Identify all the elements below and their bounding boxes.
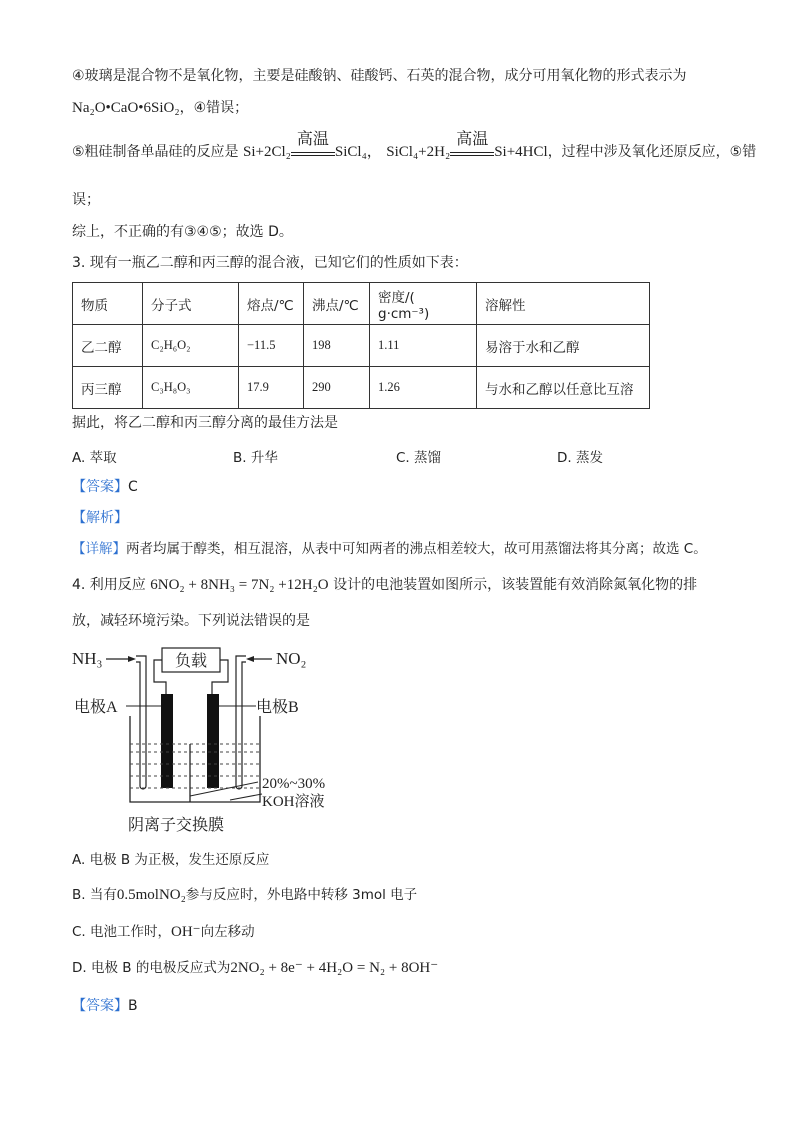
rxn1-left: Si+2Cl₂: [243, 144, 291, 160]
rxn1-condition: 高温: [296, 129, 329, 148]
item5-line2: 误；: [72, 192, 100, 208]
q4-option-a[interactable]: A. 电极 B 为正极，发生还原反应: [72, 852, 270, 868]
electrode-b: [207, 694, 219, 788]
q4-option-c[interactable]: [72, 922, 255, 942]
detail-tag: 【详解】: [72, 541, 126, 557]
option-a[interactable]: A. 萃取: [72, 450, 117, 466]
item5-tail: ，过程中涉及氧化还原反应，⑤错: [547, 144, 757, 160]
q3-question: 据此，将乙二醇和丙三醇分离的最佳方法是: [72, 415, 338, 431]
properties-table: [72, 282, 650, 409]
option-b[interactable]: B. 升华: [233, 450, 278, 466]
q4-option-d[interactable]: [72, 958, 438, 978]
rxn1-arrow: [291, 129, 335, 162]
no2-arrowhead: [246, 656, 254, 662]
load-label: 负载: [174, 653, 208, 670]
analysis-tag: 【解析】: [72, 510, 128, 526]
q2-conclusion: 综上，不正确的有③④⑤；故选 D。: [72, 224, 293, 240]
nh3-label: NH₃: [72, 649, 103, 668]
table-cell: 17.9: [239, 367, 304, 409]
option-d[interactable]: D. 蒸发: [557, 450, 603, 466]
option-c[interactable]: C. 蒸馏: [396, 450, 442, 466]
table-header: 分子式: [143, 283, 239, 325]
table-cell: 198: [304, 325, 370, 367]
membrane-label: 阴离子交换膜: [128, 817, 225, 834]
table-header: 物质: [73, 283, 143, 325]
electrode-a-label: 电极A: [74, 699, 118, 716]
option-b-chem: 0.5molNO₂: [116, 887, 186, 903]
q3-detail: [72, 539, 707, 559]
q4-answer: [72, 996, 138, 1016]
q3-stem: 3. 现有一瓶乙二醇和丙三醇的混合液，已知它们的性质如下表：: [72, 255, 468, 271]
table-cell: 290: [304, 367, 370, 409]
rxn1-right: SiCl₄，: [334, 144, 382, 160]
answer-value: C: [128, 479, 138, 495]
glass-oxide-formula: Na₂O•CaO•6SiO₂: [72, 100, 180, 116]
solution-label: KOH溶液: [262, 794, 325, 810]
concentration-label: 20%~30%: [262, 776, 326, 792]
table-header: 溶解性: [477, 283, 650, 325]
rxn2-condition: 高温: [456, 129, 489, 148]
solution-leader: [230, 794, 262, 800]
item4-line1: ④玻璃是混合物不是氧化物，主要是硅酸钠、硅酸钙、石英的混合物，成分可用氧化物的形式表示为: [72, 68, 687, 84]
option-c-pre: C. 电池工作时，: [72, 924, 172, 940]
table-cell: 易溶于水和乙醇: [477, 325, 650, 367]
q4-stem-pre: 4. 利用反应: [72, 577, 146, 593]
answer-tag: 【答案】: [72, 998, 128, 1014]
table-cell: C₂H₆O₂: [143, 325, 239, 367]
answer-tag: 【答案】: [72, 479, 128, 495]
left-feed-tube: [136, 656, 146, 789]
q3-answer: [72, 477, 138, 497]
option-b-post: 参与反应时，外电路中转移 3mol 电子: [185, 887, 418, 903]
item5-line1: [72, 129, 757, 162]
option-b-pre: B. 当有: [72, 887, 117, 903]
electrode-a: [161, 694, 173, 788]
table-cell: 1.26: [370, 367, 477, 409]
rxn2-right: Si+4HCl: [494, 144, 548, 160]
q4-stem-post: 设计的电池装置如图所示，该装置能有效消除氮氧化物的排: [333, 577, 698, 593]
table-cell: −11.5: [239, 325, 304, 367]
table-cell: 与水和乙醇以任意比互溶: [477, 367, 650, 409]
electrode-b-label: 电极B: [256, 699, 299, 716]
table-header: 沸点/℃: [304, 283, 370, 325]
q4-option-b[interactable]: [72, 885, 417, 905]
q4-stem-line2: 放，减轻环境污染。下列说法错误的是: [72, 613, 310, 629]
no2-label: NO₂: [276, 649, 307, 668]
table-row: [73, 367, 650, 409]
q4-equation: 6NO₂ + 8NH₃ = 7N₂ +12H₂O: [150, 577, 329, 593]
table-cell: C₃H₈O₃: [143, 367, 239, 409]
table-header: 密度/( g·cm⁻³): [370, 283, 477, 325]
option-d-pre: D. 电极 B 的电极反应式为: [72, 960, 231, 976]
table-cell: 乙二醇: [73, 325, 143, 367]
option-c-post: 向左移动: [200, 924, 255, 940]
q3-analysis: [72, 508, 128, 528]
option-c-chem: OH⁻: [171, 924, 201, 940]
table-cell: 1.11: [370, 325, 477, 367]
item4-line2: [72, 98, 248, 118]
item5-head: ⑤粗硅制备单晶硅的反应是: [72, 144, 239, 160]
table-row: [73, 325, 650, 367]
table-cell: 丙三醇: [73, 367, 143, 409]
nh3-arrowhead: [128, 656, 136, 662]
option-d-chem: 2NO₂ + 8e⁻ + 4H₂O = N₂ + 8OH⁻: [230, 960, 439, 976]
table-header: 熔点/℃: [239, 283, 304, 325]
rxn2-arrow: [450, 129, 494, 162]
table-header-row: [73, 283, 650, 325]
concentration-leader: [190, 782, 258, 796]
battery-diagram: [70, 640, 370, 840]
answer-value: B: [128, 998, 138, 1014]
item4-verdict: ，④错误；: [179, 100, 249, 116]
right-feed-tube: [236, 656, 246, 789]
rxn2-left: SiCl₄+2H₂: [386, 144, 451, 160]
detail-text: 两者均属于醇类，相互混溶，从表中可知两者的沸点相差较大，故可用蒸馏法将其分离；故选 C。: [126, 541, 707, 557]
q4-stem-line1: [72, 575, 697, 595]
